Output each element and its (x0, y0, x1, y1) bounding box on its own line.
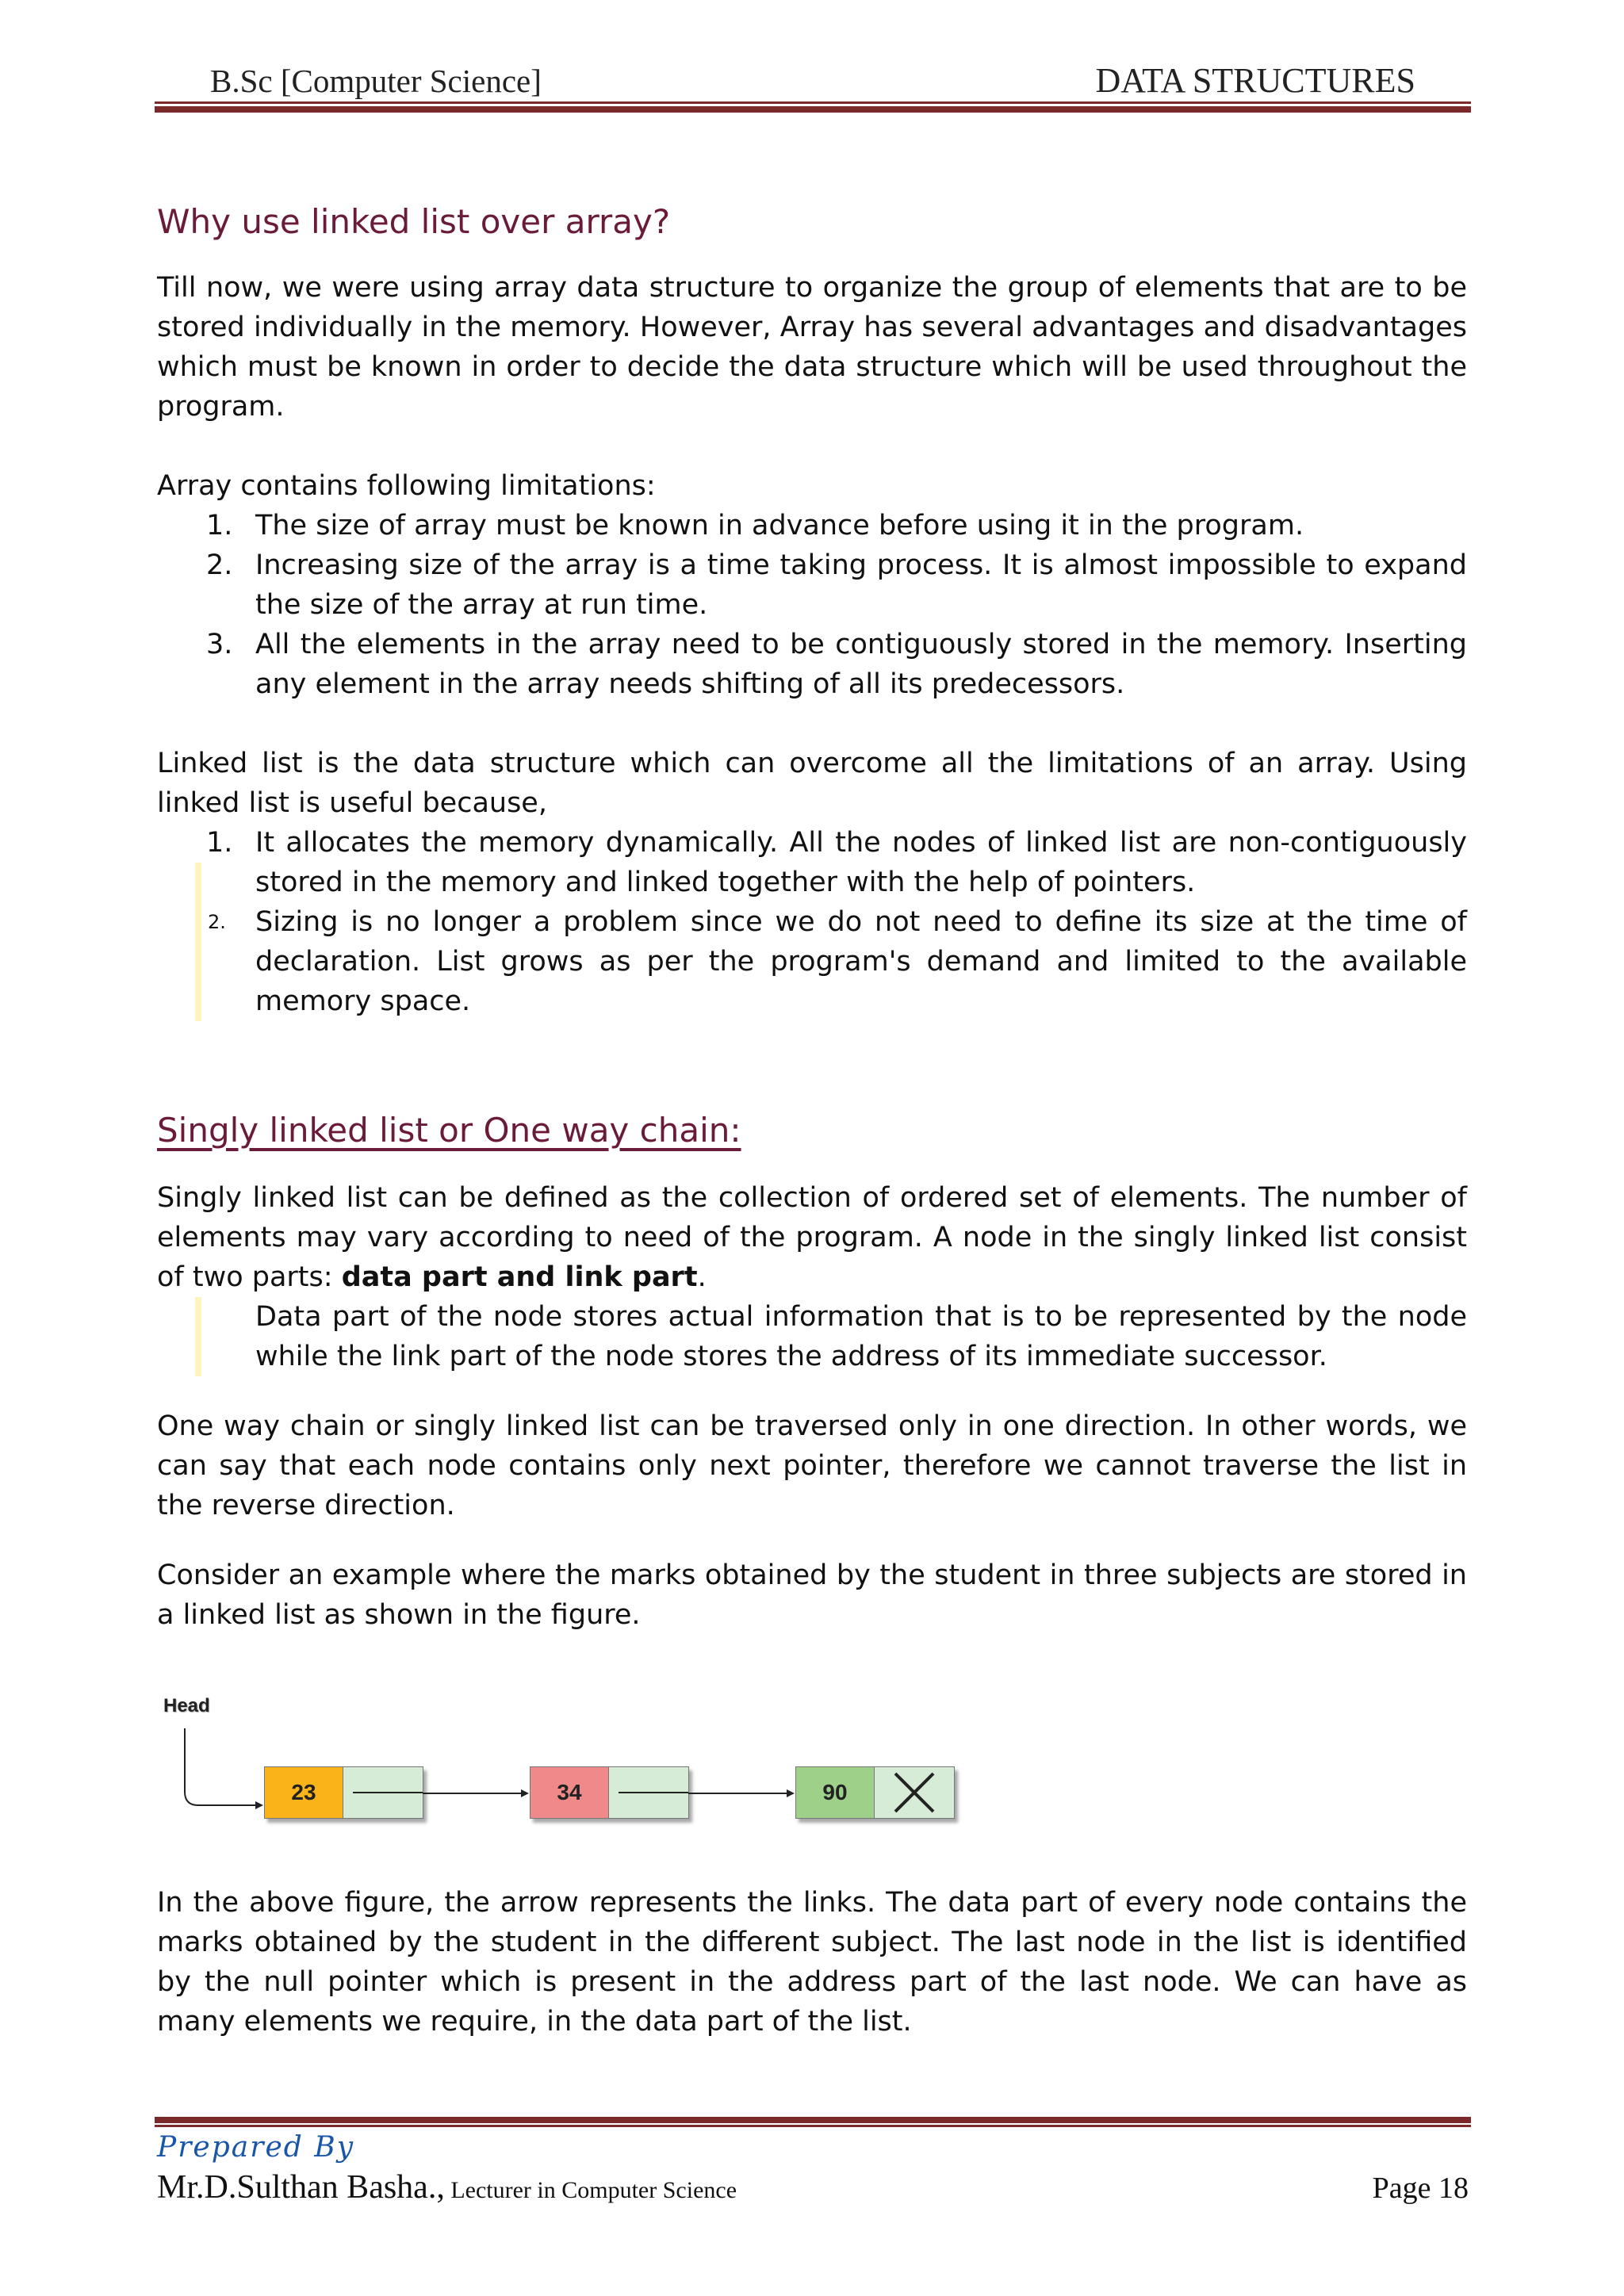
intro-paragraph: Till now, we were using array data structure to organize the group of elements that are to be stored individually in the memory. However, Array has several advantages and disadvantages which must be known in order to decide the data structure which will be used throughout the program. (157, 272, 1467, 423)
definition-paragraph (157, 1178, 1467, 1297)
linked-list-figure (157, 1689, 1029, 1847)
list-text: Sizing is no longer a problem since we do not need to define its size at the time of declaration. List grows as per the program's demand and limited to the available memory space. (255, 906, 1467, 1017)
header-rule-thick (155, 106, 1471, 113)
footer-prepared-by: Prepared By (157, 2131, 355, 2164)
limitations-intro: Array contains following limitations: (157, 470, 656, 502)
footer-rule-thin (155, 2125, 1471, 2127)
node-data: 90 (795, 1766, 875, 1819)
traversal-paragraph: One way chain or singly linked list can be traversed only in one direction. In other words, we can say that each node contains only next pointer, therefore we cannot traverse the list in the reverse direction. (157, 1410, 1467, 1521)
definition-end: . (697, 1261, 707, 1293)
example-paragraph: Consider an example where the marks obtained by the student in three subjects are stored in a linked list as shown in the figure. (157, 1559, 1467, 1631)
list-node (264, 1766, 423, 1819)
author-role: Lecturer in Computer Science (444, 2177, 737, 2203)
list-node-last (795, 1766, 955, 1819)
null-pointer-icon (875, 1767, 954, 1818)
benefits-list (157, 823, 1467, 1021)
section-heading-singly-linked: Singly linked list or One way chain: (157, 1111, 741, 1150)
header-rule-thin (155, 101, 1471, 104)
limitations-list (157, 506, 1467, 704)
list-number: 2. (206, 549, 233, 581)
node-data: 34 (530, 1766, 609, 1819)
list-node (530, 1766, 689, 1819)
node-link-null (875, 1766, 955, 1819)
header-subject: DATA STRUCTURES (1095, 61, 1415, 100)
footer-author (157, 2168, 737, 2206)
head-pointer-arrow (157, 1689, 268, 1847)
figure-explanation-text: In the above figure, the arrow represents the links. The data part of every node contains the marks obtained by the student in the different subject. The last node in the list is identified by the null pointer which is present in the address part of the last node. We can have as many elements we require, in the data part of the list. (157, 1887, 1467, 2038)
list-number: 3. (206, 629, 233, 660)
list-item (157, 902, 1467, 1021)
node-link (609, 1766, 689, 1819)
page-content (157, 198, 1467, 1635)
node-link (343, 1766, 423, 1819)
list-number: 1. (206, 510, 233, 541)
link-arrow (688, 1785, 799, 1801)
highlight-bar (195, 1297, 201, 1376)
list-item (157, 823, 1467, 902)
list-text: The size of array must be known in advance before using it in the program. (255, 510, 1304, 541)
list-item (157, 506, 1467, 545)
indent-text: Data part of the node stores actual information that is to be represented by the node while the link part of the node stores the address of its immediate successor. (255, 1301, 1467, 1372)
header-course: B.Sc [Computer Science] (210, 63, 542, 99)
node-data: 23 (264, 1766, 343, 1819)
list-text: Increasing size of the array is a time taking process. It is almost impossible to expand the size of the array at run time. (255, 549, 1467, 621)
figure-explanation (157, 1883, 1467, 2042)
node-parts-description (157, 1297, 1467, 1376)
definition-text: Singly linked list can be defined as the collection of ordered set of elements. The number of elements may vary according to need of the program. A node in the singly linked list consist of two parts: (157, 1182, 1467, 1293)
list-number: 1. (206, 827, 233, 859)
author-name: Mr.D.Sulthan Basha., (157, 2169, 445, 2206)
list-text: All the elements in the array need to be contiguously stored in the memory. Inserting any element in the array needs shifting of all its predecessors. (255, 629, 1467, 700)
head-label: Head (163, 1695, 210, 1716)
list-item (157, 545, 1467, 625)
page-number: Page 18 (1372, 2172, 1469, 2205)
footer-rule-thick (155, 2117, 1471, 2123)
link-arrow (423, 1785, 534, 1801)
definition-bold: data part and link part (341, 1261, 698, 1293)
linked-list-intro: Linked list is the data structure which can overcome all the limitations of an array. Using linked list is useful because, (157, 748, 1467, 819)
list-item (157, 625, 1467, 704)
list-text: It allocates the memory dynamically. All the nodes of linked list are non-contiguously stored in the memory and linked together with the help of pointers. (255, 827, 1467, 898)
section-heading-why-linked-list: Why use linked list over array? (157, 202, 671, 241)
list-number: 2. (208, 911, 226, 933)
